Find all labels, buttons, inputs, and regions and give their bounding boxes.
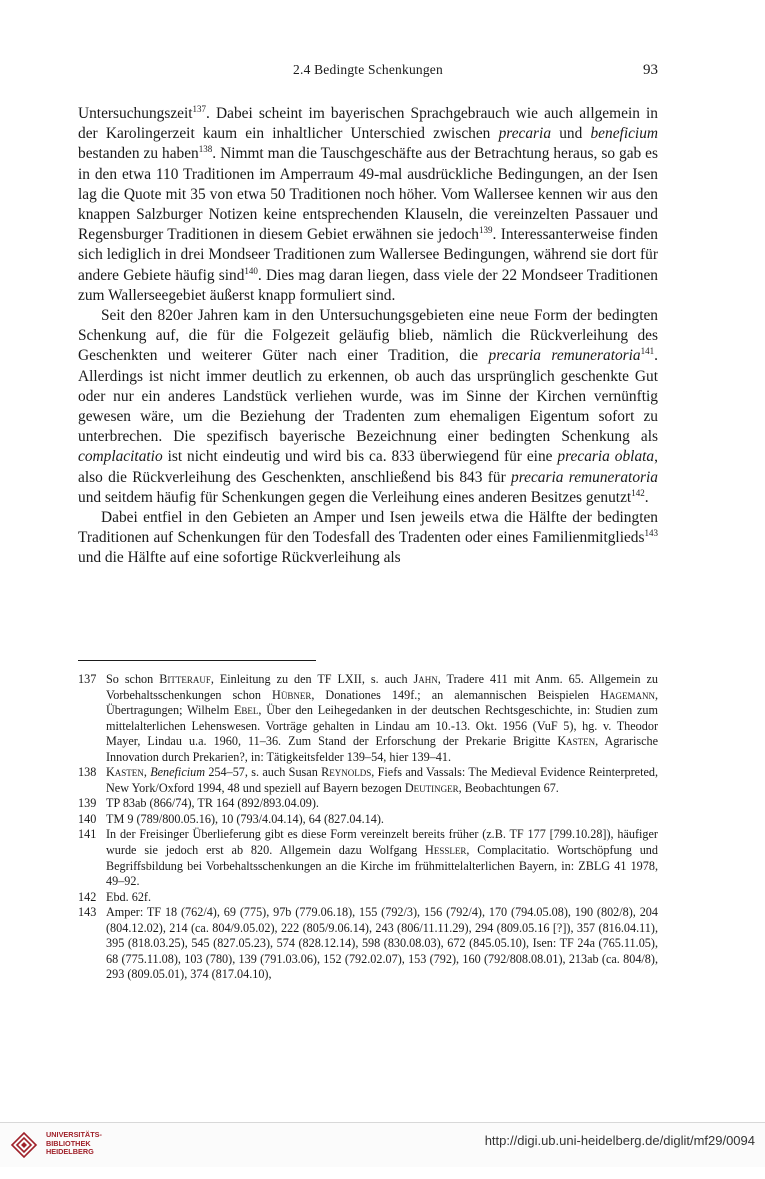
author-name: Jahn (413, 672, 438, 686)
footnote-divider (78, 660, 316, 661)
author-name: Hessler (425, 843, 467, 858)
paragraph (78, 104, 658, 306)
footnote-142 (78, 890, 658, 906)
text-run: Seit den 820er Jahren kam in den Untersuchungsgebieten eine neue Form der bedingten Schenkung auf, die für die Folgezeit geläufig blieb, nämlich die Rückverleihung des Geschenkten und weiterer Güter nach einer Tradition, die (78, 307, 658, 365)
page-number: 93 (643, 62, 658, 78)
text-run: und (551, 125, 591, 143)
author-name: Kasten (557, 734, 596, 749)
footnote-ref-142[interactable]: 142 (631, 487, 645, 498)
library-logo[interactable] (10, 1131, 150, 1161)
footnote-text: TM 9 (789/800.05.16), 10 (793/4.04.14), 64 (827.04.14). (106, 811, 384, 826)
text-run: , Tradere 411 mit Anm. 65. Allgemein zu Vorbehaltsschenkungen schon (106, 672, 659, 702)
text-run: ist nicht eindeutig und wird bis ca. 833 überwiegend für eine (162, 448, 558, 466)
footnote-143 (78, 905, 658, 983)
text-run: , Fiefs and Vassals: The Medieval Evidence Reinterpreted, New York/Oxford 1994, 48 und speziell auf Bayern bezogen (106, 765, 659, 795)
text-run: , Donationes 149f.; an alemannischen Beispielen (311, 687, 601, 702)
term-precaria: precaria (498, 125, 552, 143)
text-run: bestanden zu haben (78, 145, 199, 163)
term-complacitatio: complacitatio (78, 448, 163, 466)
running-head (78, 62, 658, 84)
viewer-footer (0, 1122, 765, 1167)
title-italic: Beneficium (150, 765, 206, 780)
text-run: und die Hälfte auf eine sofortige Rückverleihung als (78, 549, 401, 567)
footnote-138 (78, 765, 658, 796)
text-run: , (143, 765, 151, 780)
text-run: . Dies mag daran liegen, dass viele der 22 Mondseer Traditionen zum Wallerseegebiet äußerst knapp formuliert sind. (78, 266, 658, 304)
footnote-text: Ebd. 62f. (106, 889, 152, 904)
text-run: , Beobachtungen 67. (458, 780, 559, 795)
footnote-ref-139[interactable]: 139 (479, 225, 493, 236)
author-name: Ebel (233, 703, 259, 718)
library-logo-icon (10, 1131, 38, 1159)
library-logo-text (46, 1131, 102, 1157)
footnote-ref-138[interactable]: 138 (198, 144, 213, 155)
footnote-140 (78, 812, 658, 828)
text-run: Dabei entfiel in den Gebieten an Amper und Isen jeweils etwa die Hälfte der bedingten Traditionen auf Schenkungen für den Todesfall des Tradenten oder eines Familienmitglieds (78, 509, 658, 547)
footnote-137 (78, 672, 658, 765)
text-run: , Agrarische Innovation durch Prekarien?, in: Tätigkeitsfelder 139–54, hier 139–41. (106, 734, 658, 764)
text-run: . (644, 488, 649, 506)
paragraph (78, 306, 658, 508)
term-beneficium: beneficium (590, 125, 659, 143)
running-title: 2.4 Bedingte Schenkungen (293, 62, 443, 77)
footnotes (78, 672, 658, 983)
text-run: , Einleitung zu den TF LXII, s. auch (210, 672, 414, 686)
footnote-139 (78, 796, 658, 812)
source-url[interactable]: http://digi.ub.uni-heidelberg.de/diglit/mf29/0094 (484, 1133, 755, 1148)
footnote-number: 143 (78, 905, 97, 920)
footnote-141 (78, 827, 658, 889)
author-name: Reynolds (321, 765, 372, 780)
text-run: , Complacitatio. Wortschöpfung und Begriffsbildung bei Vorbehaltsschenkungen an die Kirche im frühmittelalterlichen Bayern, in: ZBLG 41 1978, 49–92. (106, 843, 658, 889)
text-run: , Über den Leihegedanken in der deutschen Rechtsgeschichte, in: Studien zum mittelalterlichen Lehenswesen. Vorträge gehalten in Lindau am 10.-13. Okt. 1956 (VuF 5), hg. v. Theodor Mayer, Lindau u.a. 1960, 11–36. Zum Stand der Erforschung der Prekarie Brigitte (106, 703, 658, 749)
body-text (78, 104, 658, 569)
text-run: So schon (106, 672, 160, 686)
text-run: . Allerdings ist nicht immer deutlich zu erkennen, ob auch das ursprünglich geschenkte Gut oder nur ein anderes Landstück verliehen wurde, was im Sinne der Kirchen vernünftig gewesen wäre, um die Beziehung der Tradenten zum ehemaligen Eigentum sofort zu unterbrechen. Die spezifisch bayerische Bezeichnung einer bedingten Schenkung als (78, 347, 658, 446)
text-run: . Interessanterweise finden sich lediglich in drei Mondseer Traditionen zum Wallersee Bedingungen, während sie dort für andere Gebiete häufig sind (78, 226, 659, 284)
footnote-number: 140 (78, 811, 97, 826)
footnote-number: 137 (78, 672, 97, 686)
footnote-ref-137[interactable]: 137 (192, 103, 207, 114)
text-run: , also die Rückverleihung des Geschenkten, anschließend bis 843 für (78, 448, 658, 486)
author-name: Kasten (106, 765, 144, 780)
text-run: . Dabei scheint im bayerischen Sprachgebrauch wie auch allgemein in der Karolingerzeit kaum ein inhaltlicher Unterschied zwischen (78, 105, 658, 143)
author-name: Hagemann (600, 687, 655, 702)
term-precaria-remuneratoria: precaria remuneratoria (511, 468, 658, 486)
footnote-ref-143[interactable]: 143 (644, 528, 658, 539)
logo-line: BIBLIOTHEK (46, 1138, 91, 1148)
text-run: Untersuchungszeit (78, 105, 193, 122)
footnote-ref-140[interactable]: 140 (244, 265, 258, 276)
logo-line: UNIVERSITÄTS- (46, 1130, 102, 1139)
term-precaria-remuneratoria: precaria remuneratoria (488, 347, 641, 365)
text-run: , Übertragungen; Wilhelm (106, 687, 659, 718)
footnote-number: 142 (78, 889, 97, 904)
footnote-number: 139 (78, 796, 97, 811)
footnote-text: TP 83ab (866/74), TR 164 (892/893.04.09). (106, 796, 319, 811)
paragraph (78, 508, 658, 569)
footnote-number: 141 (78, 827, 97, 842)
term-precaria-oblata: precaria oblata (557, 448, 655, 466)
footnote-ref-141[interactable]: 141 (640, 346, 655, 357)
footnote-text: Amper: TF 18 (762/4), 69 (775), 97b (779.06.18), 155 (792/3), 156 (792/4), 170 (794.05.08), 190 (802/8), 204 (804.12.02), 214 (ca. 804/9.05.02), 222 (805/9.06.14), 243 (806/11.11.29), 294 (809.05.16 [?]), 357 (816.04.11), 395 (818.03.25), 545 (827.05.23), 574 (828.12.14), 598 (830.08.03), 672 (845.05.10), Isen: TF 24a (765.11.05), 68 (775.11.08), 103 (780), 139 (791.03.06), 152 (792.02.07), 153 (792), 160 (792/808.08.01), 213ab (ca. 804/8), 293 (809.05.01), 374 (817.04.10), (106, 905, 658, 982)
text-run: 254–57, s. auch Susan (205, 765, 322, 780)
logo-line: HEIDELBERG (46, 1147, 94, 1157)
footnote-number: 138 (78, 765, 97, 780)
author-name: Hübner (272, 687, 312, 702)
text-run: und seitdem häufig für Schenkungen gegen die Verleihung eines anderen Besitzes genutzt (78, 488, 632, 506)
author-name: Deutinger (404, 780, 459, 795)
text-run: . Nimmt man die Tauschgeschäfte aus der Betrachtung heraus, so gab es in den etwa 110 Traditionen im Amperraum 49-mal ausdrückliche Bedingungen, an der Isen lag die Quote mit 35 von etwa 50 Traditionen noch höher. Vom Wallersee kennen wir aus den knappen Salzburger Notizen keine entsprechenden Klauseln, die vereinzelten Passauer und Regensburger Traditionen in diesem Gebiet erwähnen sie jedoch (78, 145, 659, 244)
text-run: In der Freisinger Überlieferung gibt es diese Form vereinzelt bereits früher (z.B. TF 177 [799.10.28]), häufiger wurde sie jedoch erst ab 820. Allgemein dazu Wolfgang (106, 827, 658, 858)
author-name: Bitterauf (159, 672, 211, 686)
